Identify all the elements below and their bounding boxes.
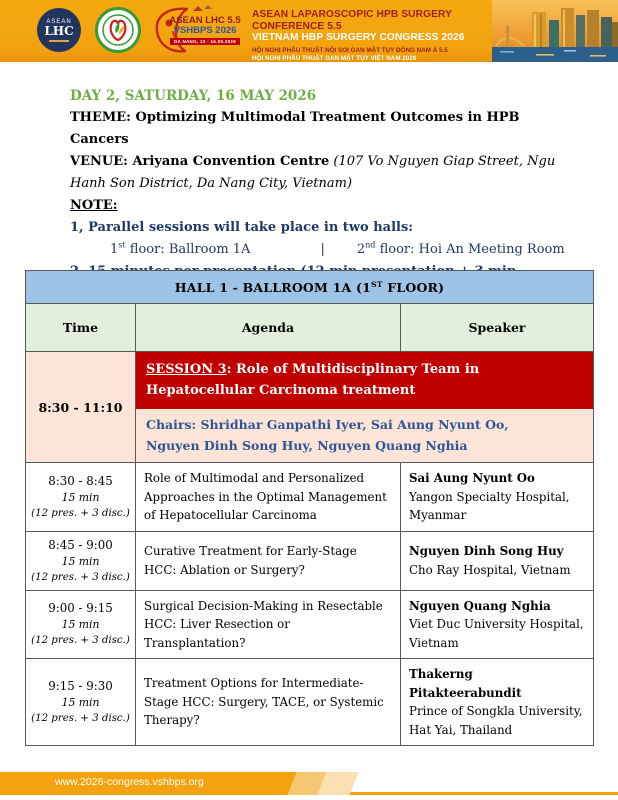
theme-line: THEME: Optimizing Multimodal Treatment Outcomes in HPB Cancers — [70, 110, 520, 147]
agenda-cell: Treatment Options for Intermediate-Stage HCC: Surgery, TACE, or Systemic Therapy? — [136, 659, 401, 746]
session-chairs — [136, 409, 593, 462]
session-label: SESSION 3 — [146, 362, 227, 377]
speaker-affiliation: Yangon Specialty Hospital, Myanmar — [409, 489, 570, 522]
time-cell — [26, 531, 136, 590]
column-header-agenda: Agenda — [136, 304, 401, 352]
vshbps-emblem-icon — [101, 13, 135, 47]
table-row — [26, 531, 594, 590]
table-row — [26, 590, 594, 659]
note-item-1: 1, Parallel sessions will take place in two halls: — [70, 220, 414, 235]
conference-title-en-2: VIETNAM HBP SURGERY CONGRESS 2026 — [252, 32, 465, 43]
time-cell — [26, 590, 136, 659]
speaker-cell — [401, 531, 594, 590]
congress-logo-line2: VSHBPS 2026 — [173, 25, 237, 36]
session-title-text: : Role of Multidisciplinary Team in Hepatocellular Carcinoma treatment — [146, 362, 480, 398]
time-duration: 15 min — [61, 490, 100, 504]
time-breakdown: (12 pres. + 3 disc.) — [31, 635, 130, 647]
hall1-text: 1st floor: Ballroom 1A — [110, 240, 251, 257]
time-cell — [26, 463, 136, 532]
halls-line — [70, 239, 570, 261]
speaker-affiliation: Prince of Songkla University, Hat Yai, Thailand — [409, 704, 583, 737]
time-duration: 15 min — [61, 618, 100, 632]
header-band — [0, 0, 618, 62]
time-breakdown: (12 pres. + 3 disc.) — [31, 713, 130, 724]
hall2-text: 2nd floor: Hoi An Meeting Room — [356, 240, 565, 257]
session-title-banner — [136, 352, 593, 409]
speaker-cell — [401, 590, 594, 659]
column-header-row — [26, 304, 594, 352]
speaker-name: Nguyen Dinh Song Huy — [409, 544, 564, 558]
asean-lhc-logo-underline — [49, 40, 69, 42]
session-cell — [136, 352, 594, 463]
session-row — [26, 352, 594, 463]
chairs-line-2: Nguyen Dinh Song Huy, Nguyen Quang Nghia — [146, 438, 468, 453]
note-label: NOTE: — [70, 198, 118, 213]
venue-line — [70, 151, 570, 195]
time-breakdown: (12 pres. + 3 disc.) — [31, 571, 130, 583]
chairs-line-1: Chairs: Shridhar Ganpathi Iyer, Sai Aung Nyunt Oo, — [146, 417, 509, 432]
time-range: 8:30 - 8:45 — [48, 473, 113, 488]
column-header-speaker: Speaker — [401, 304, 594, 352]
agenda-cell: Surgical Decision-Making in Resectable HCC: Liver Resection or Transplantation? — [136, 590, 401, 659]
congress-logo-date-banner: DA NANG, 13 - 16.05.2026 — [170, 38, 240, 45]
speaker-affiliation: Cho Ray Hospital, Vietnam — [409, 562, 571, 577]
day-heading: DAY 2, SATURDAY, 16 MAY 2026 — [70, 88, 317, 104]
speaker-cell — [401, 463, 594, 532]
column-header-time: Time — [26, 304, 136, 352]
time-breakdown: (12 pres. + 3 disc.) — [31, 507, 130, 519]
table-row — [26, 463, 594, 532]
halls-separator: | — [320, 242, 325, 257]
speaker-cell — [401, 659, 594, 746]
footer-url-link[interactable]: www.2026-congress.vshbps.org — [55, 776, 204, 788]
asean-lhc-logo-text-top: ASEAN — [46, 18, 72, 25]
hall-banner-row — [26, 271, 594, 304]
conference-title-en-1: ASEAN LAPAROSCOPIC HPB SURGERY CONFERENCE 5.5 — [252, 9, 452, 32]
speaker-affiliation: Viet Duc University Hospital, Vietnam — [409, 617, 584, 650]
time-duration: 15 min — [61, 554, 100, 568]
session-time: 8:30 - 11:10 — [26, 352, 136, 463]
schedule-table — [25, 270, 594, 746]
agenda-cell: Role of Multimodal and Personalized Approaches in the Optimal Management of Hepatocellular Carcinoma — [136, 463, 401, 532]
congress-logo-line1: ASEAN LHC 5.5 — [169, 15, 241, 26]
congress-logo-text — [163, 16, 247, 45]
footer — [0, 772, 618, 795]
city-skyline-image — [492, 0, 618, 62]
time-range: 8:45 - 9:00 — [48, 537, 113, 552]
time-range: 9:00 - 9:15 — [48, 601, 113, 616]
agenda-cell: Curative Treatment for Early-Stage HCC: Ablation or Surgery? — [136, 531, 401, 590]
time-duration: 15 min — [61, 696, 100, 709]
footer-accent-line — [340, 792, 618, 795]
conference-title-vi-2: HỘI NGHỊ PHẪU THUẬT GAN MẬT TỤY VIỆT NAM 2026 — [252, 54, 417, 62]
time-range: 9:15 - 9:30 — [48, 679, 113, 693]
time-cell — [26, 659, 136, 746]
venue-address: (107 Vo Nguyen Giap Street, Ngu Hanh Son District, Da Nang City, Vietnam) — [70, 154, 556, 191]
hall-banner: HALL 1 - BALLROOM 1A (1ST FLOOR) — [26, 271, 594, 304]
conference-title-vi-1: HỘI NGHỊ PHẪU THUẬT NỘI SOI GAN MẬT TỤY ĐÔNG NAM Á 5.5 — [252, 46, 448, 54]
vshbps-society-logo — [95, 7, 141, 53]
venue-label: VENUE: Ariyana Convention Centre — [70, 154, 330, 169]
table-row — [26, 659, 594, 746]
asean-lhc-logo-text-main: LHC — [44, 23, 74, 38]
asean-lhc-logo — [37, 8, 81, 52]
header-title-block — [252, 9, 492, 63]
speaker-name: Sai Aung Nyunt Oo — [409, 471, 535, 485]
speaker-name: Thakerng Pitakteerabundit — [409, 667, 522, 700]
speaker-name: Nguyen Quang Nghia — [409, 598, 551, 613]
congress-2026-logo — [149, 3, 249, 59]
